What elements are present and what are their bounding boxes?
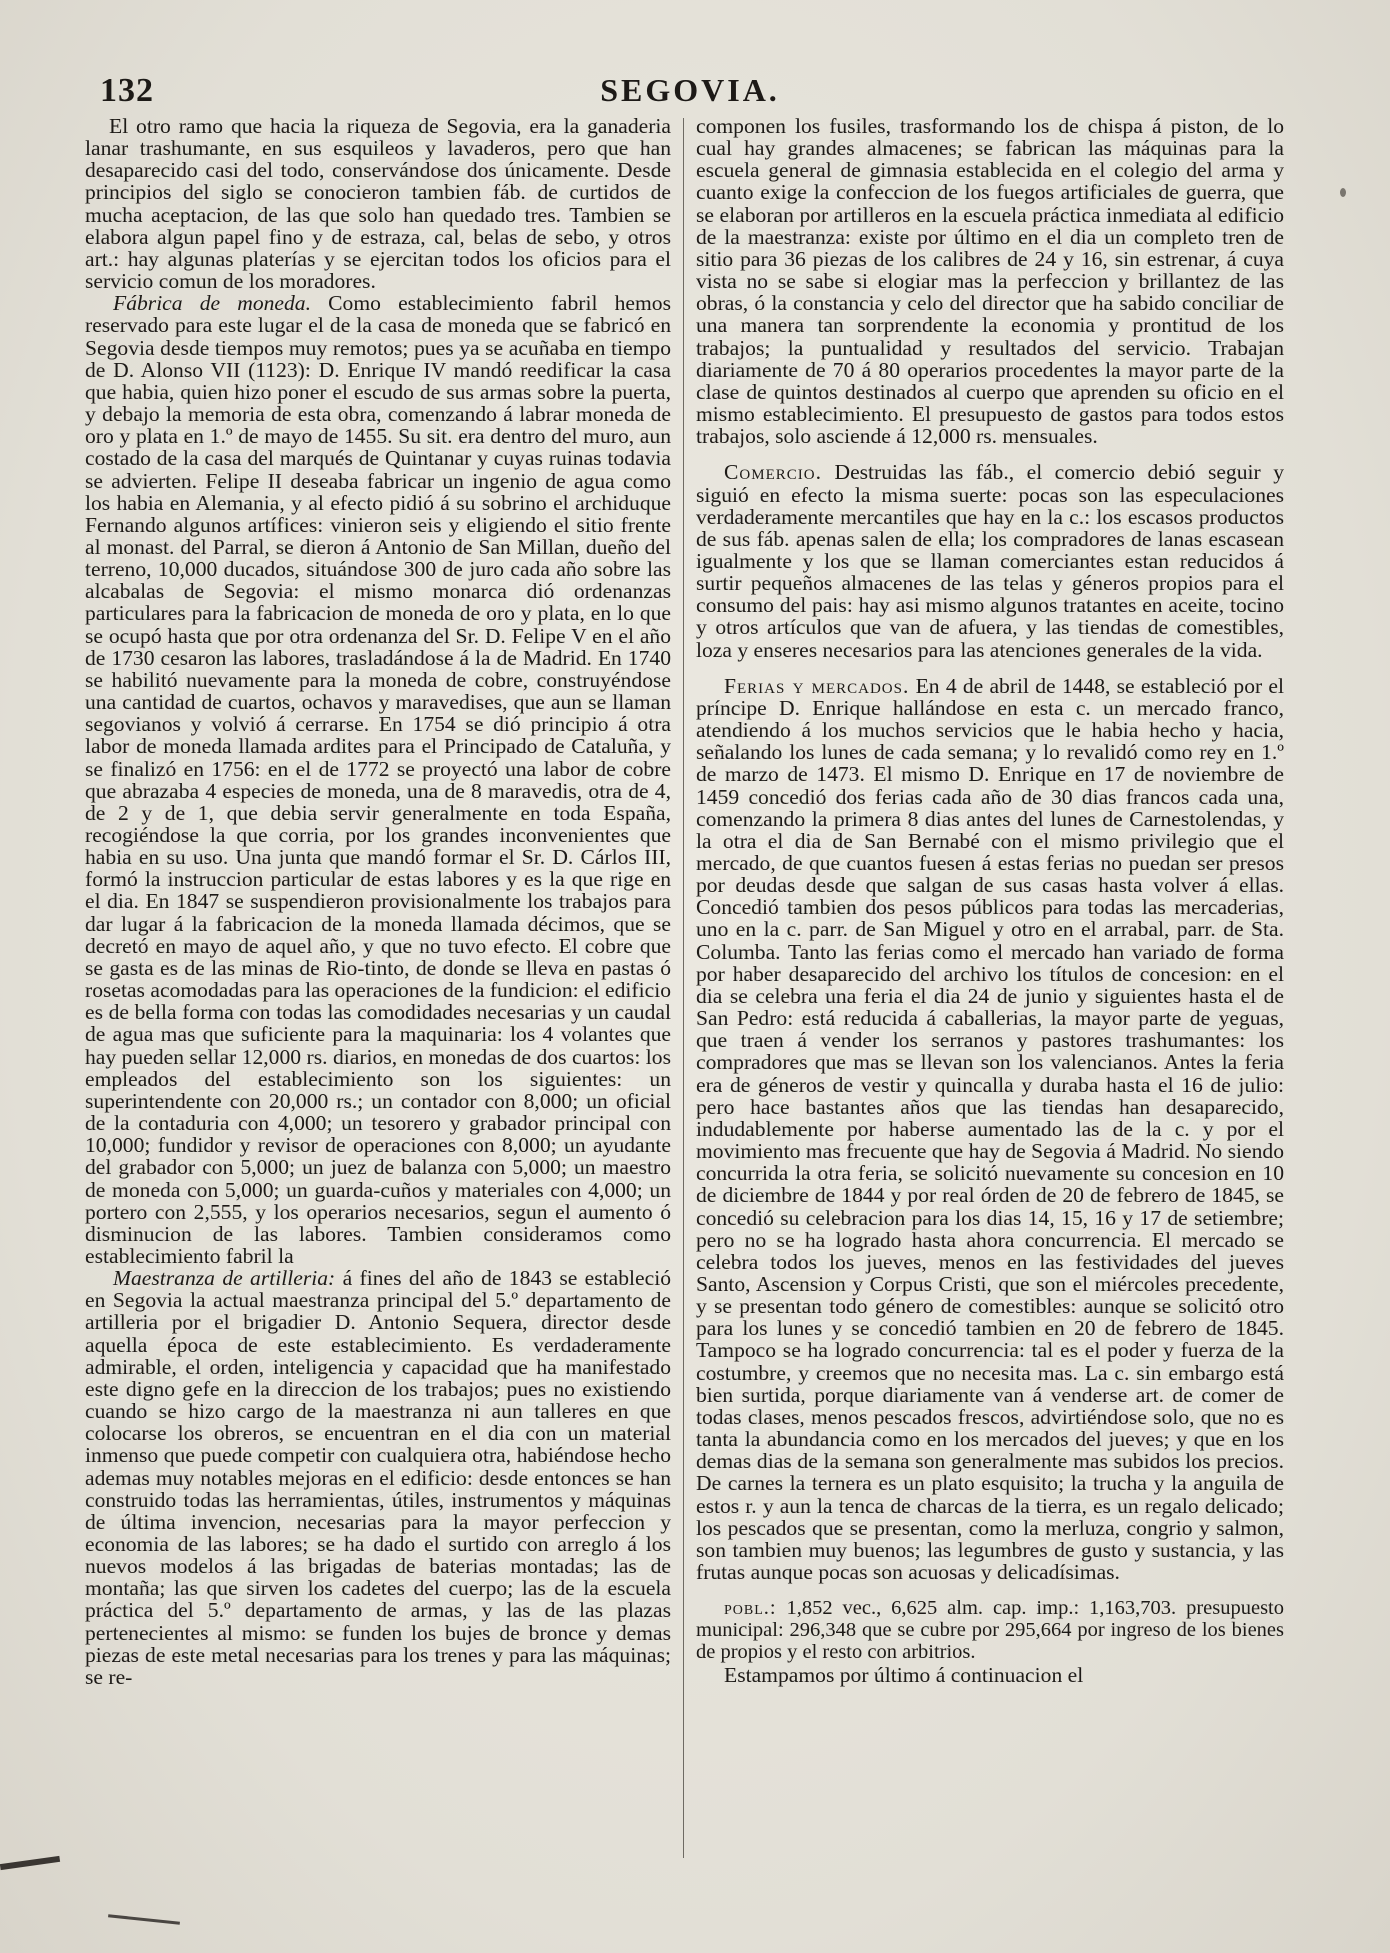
section-lead: Ferias y mercados.: [724, 673, 910, 698]
paragraph-fabrica-moneda: Fábrica de moneda. Como establecimiento fabril hemos reservado para este lugar el de la casa de moneda que se fabricó en Segovia desde tiempos muy remotos; pues ya se acuñaba en tiempo de D. Alonso VII (1123): D. Enrique IV mandó reedificar la casa que habia, quien hizo poner el escudo de sus armas sobre la puerta, y debajo la memoria de esta obra, comenzando á labrar moneda de oro y plata en 1.º de mayo de 1455. Su sit. era dentro del muro, aun costado de la casa del marqués de Quintanar y cuyas ruinas todavia se advierten. Felipe II deseaba fabricar un ingenio de agua como los habia en Alemania, y al efecto pidió á su sobrino el archiduque Fernando algunos artífices: vinieron seis y eligiendo el sitio frente al monast. del Parral, se dieron á Antonio de San Millan, dueño del terreno, 10,000 ducados, situándose 300 de juro cada año sobre las alcabalas de Segovia: el mismo monarca dió ordenanzas particulares para la fabricacion de moneda de oro y plata, en lo que se ocupó hasta que por otra ordenanza del Sr. D. Felipe V en el año de 1730 cesaron las labores, trasladándose á la de Madrid. En 1740 se habilitó nuevamente para la moneda de cobre, construyéndose una cantidad de cuartos, ochavos y maravedises, que aun se llaman segovianos y volvió á cerrarse. En 1754 se dió principio á otra labor de moneda llamada ardites para el Principado de Cataluña, y se finalizó en 1756: en el de 1772 se proyectó una labor de cobre que abrazaba 4 especies de moneda, una de 8 maravedis, otra de 4, de 2 y de 1, que debia servir generalmente en toda España, recogiéndose la que corria, por los grandes inconvenientes que habia en su uso. Una junta que mandó formar el Sr. D. Cárlos III, formó la instruccion particular de estas labores y es la que rige en el dia. En 1847 se suspendieron provisionalmente los trabajos para dar lugar á la fabricacion de la moneda llamada décimos, que se decretó en mayo de aquel año, y que no tuvo efecto. El cobre que se gasta es de las minas de Rio-tinto, de donde se lleva en pastas ó rosetas acomodadas para las operaciones de la fundicion: el edificio es de bella forma con todas las comodidades necesarias y un caudal de agua mas que suficiente para la maquinaria: los 4 volantes que hay pueden sellar 12,000 rs. diarios, en monedas de dos cuartos: los empleados del establecimiento son los siguientes: un superintendente con 20,000 rs.; un contador con 8,000; un oficial de la contaduria con 4,000; un tesorero y grabador principal con 10,000; fundidor y revisor de operaciones con 8,000; un ayudante del grabador con 5,000; un juez de balanza con 5,000; un maestro de moneda con 5,000; un guarda-cuños y materiales con 4,000; un portero con 2,555, y los operarios necesarios, segun el aumento ó disminucion de las labores. Tambien consideramos como establecimiento fabril la: [85, 291, 671, 1268]
column-divider: [683, 118, 684, 1858]
page-header: [100, 72, 1280, 112]
paragraph-maestranza-cont: componen los fusiles, trasformando los de chispa á piston, de lo cual hay grandes almacenes; se fabrican las máquinas para la escuela general de gimnasia establecida en el colegio del arma y cuanto exige la confeccion de los fuegos artificiales de guerra, que se elaboran por artilleros en la escuela práctica inmediata al edificio de la maestranza: existe por último en el dia un completo tren de sitio para 36 piezas de los calibres de 24 y 16, sin estrenar, á cuya vista no se sabe si elogiar mas la perfeccion y brillantez de las obras, ó la constancia y celo del director que ha sabido conciliar de una manera tan sorprendente la economia y prontitud de los trabajos; la puntualidad y resultados del servicio. Trabajan diariamente de 70 á 80 operarios procedentes la mayor parte de la clase de quintos destinados al cuerpo que aprenden su oficio en el mismo establecimiento. El presupuesto de gastos para todos estos trabajos, solo asciende á 12,000 rs. mensuales.: [696, 114, 1284, 449]
paragraph-closing: Estampamos por último á continuacion el: [724, 1662, 1084, 1687]
page-number: 132: [100, 72, 154, 109]
paragraph-comercio: Comercio. Destruidas las fáb., el comercio debió seguir y siguió en efecto la misma suerte: pocas son las especulaciones verdaderamente mercantiles que hay en la c.: los escasos productos de sus fáb. apenas salen de ella; los compradores de lanas escasean igualmente y los que se llaman comerciantes estan reducidos á surtir pequeños almacenes de las telas y géneros propios para el consumo del pais: hay asi mismo algunos tratantes en aceite, tocino y otros artículos que van de afuera, y las tiendas de comestibles, loza y enseres necesarios para las atenciones generales de la vida.: [696, 460, 1284, 662]
section-lead: Fábrica de moneda.: [113, 291, 311, 316]
paper-speck: [1340, 188, 1346, 197]
ink-smudge: [108, 1914, 180, 1925]
right-column: [696, 115, 1284, 1686]
left-column: [85, 115, 671, 1688]
section-lead: Maestranza de artilleria:: [113, 1266, 336, 1291]
section-lead: Comercio.: [724, 460, 822, 485]
paragraph-ferias: Ferias y mercados. En 4 de abril de 1448, se estableció por el príncipe D. Enrique hallándose en esta c. un mercado franco, atendiendo á los muchos servicios que le habia hecho y hacia, señalando los lunes de cada semana; y lo revalidó como rey en 1.º de marzo de 1473. El mismo D. Enrique en 17 de noviembre de 1459 concedió dos ferias cada año de 30 dias francos cada una, comenzando la primera 8 dias antes del lunes de Carnestolendas, y la otra el dia de San Bernabé con el mismo privilegio que el mercado, de que cuantos fuesen á estas ferias no puedan ser presos por deudas desde que salgan de sus casas hasta volver á ellas. Concedió tambien dos pesos públicos para todas las mercaderias, uno en la c. parr. de San Miguel y otro en el arrabal, parr. de Sta. Columba. Tanto las ferias como el mercado han variado de forma por haber desaparecido del archivo los títulos de concesion: en el dia se celebra una feria el dia 24 de junio y siguientes hasta el de San Pedro: está reducida á caballerias, la mayor parte de yeguas, que traen á vender los serranos y pastores trashumantes: los compradores que mas se llevan son los valencianos. Antes la feria era de géneros de vestir y quincalla y duraba hasta el 16 de julio: pero hace bastantes años que las tiendas han desaparecido, indudablemente por haberse aumentado las de la c. y por el movimiento mas frecuente que hay de Segovia á Madrid. No siendo concurrida la otra feria, se solicitó nuevamente su concesion en 10 de diciembre de 1844 y por real órden de 20 de febrero de 1845, se concedió su celebracion para los dias 14, 15, 16 y 17 de setiembre; pero no se ha logrado hasta ahora concurrencia. El mercado se celebra todos los jueves, menos en las festividades del jueves Santo, Ascension y Corpus Cristi, que son el miércoles precedente, y se presentan todo género de comestibles: aunque se solicitó otro para los lunes y se concedió tambien en 20 de febrero de 1845. Tampoco se ha logrado concurrencia: tal es el poder y fuerza de la costumbre, y creemos que no necesita mas. La c. sin embargo está bien surtida, porque diariamente van á venderse art. de comer de todas clases, menos pescados frescos, advirtiéndose solo, que no es tanta la abundancia como en los mercados del jueves; y que en los demas dias de la semana son generalmente mas subidos los precios. De carnes la ternera es un plato esquisito; la trucha y la anguila de estos r. y aun la tenca de charcas de la tierra, es un regalo delicado; los pescados que se presentan, como la merluza, congrio y salmon, son tambien muy buenos; las legumbres de gusto y sustancia, y las frutas aunque pocas son acuosas y delicadísimas.: [696, 673, 1284, 1584]
paragraph-poblacion: pobl.: 1,852 vec., 6,625 alm. cap. imp.: 1,163,703. presupuesto municipal: 296,348 que se cubre por 295,664 por ingreso de los bienes de propios y el resto con arbitrios.: [696, 1597, 1284, 1664]
paragraph-ganaderia: El otro ramo que hacia la riqueza de Segovia, era la ganaderia lanar trashumante, en sus esquileos y lavaderos, pero que han desaparecido casi del todo, conservándose dos únicamente. Desde principios del siglo se conocieron tambien fáb. de curtidos de mucha aceptacion, de las que solo han quedado tres. Tambien se elabora algun papel fino y de estraza, cal, belas de sebo, y otros art.: hay algunas platerías y se ejercitan todos los oficios para el servicio comun de los moradores.: [85, 114, 671, 294]
running-head: SEGOVIA.: [600, 72, 780, 108]
section-lead: pobl.:: [724, 1597, 777, 1620]
ink-smudge: [0, 1856, 60, 1870]
paragraph-maestranza: Maestranza de artilleria: á fines del año de 1843 se estableció en Segovia la actual maestranza principal del 5.º departamento de artilleria por el brigadier D. Antonio Sequera, director desde aquella época de este establecimiento. Es verdaderamente admirable, el orden, inteligencia y capacidad que ha manifestado este digno gefe en la direccion de los trabajos; pues no existiendo cuando se hizo cargo de la maestranza ni aun talleres en que colocarse los obreros, se encuentran en el dia con un material inmenso que puede competir con cualquiera otra, habiéndose hecho ademas muy notables mejoras en el edificio: desde entonces se han construido todas las herramientas, útiles, instrumentos y máquinas de última invencion, necesarias para la mayor perfeccion y economia de las labores; se ha dado el surtido con arreglo á los nuevos modelos á las brigadas de baterias montadas; las de montaña; las que sirven los cadetes del cuerpo; las de la escuela práctica del 5.º departamento de armas, y las de las plazas pertenecientes al mismo: se funden los bujes de bronce y demas piezas de este metal necesarias para los trenes y para las máquinas; se re-: [85, 1266, 672, 1689]
